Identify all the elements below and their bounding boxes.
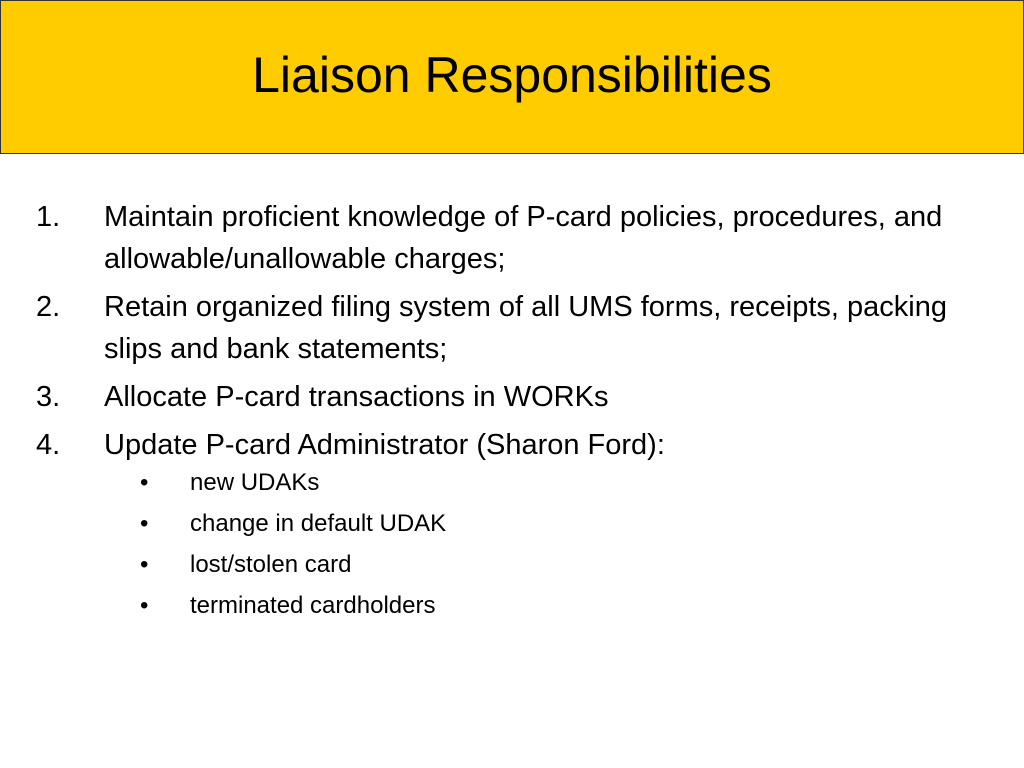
list-item xyxy=(0,196,1024,280)
sub-list-item xyxy=(0,509,1024,539)
list-item xyxy=(0,424,1024,466)
sub-list-item xyxy=(0,550,1024,580)
sub-item-text: lost/stolen card xyxy=(190,551,352,578)
sub-list-item xyxy=(0,591,1024,621)
item-text: Update P-card Administrator (Sharon Ford): xyxy=(104,429,665,461)
item-number: 3. xyxy=(36,381,61,413)
item-text: Maintain proficient knowledge of P-card policies, procedures, and allowable/unallowable charges; xyxy=(104,201,943,275)
sub-item-text: terminated cardholders xyxy=(190,592,436,619)
list-item xyxy=(0,376,1024,418)
sub-list xyxy=(0,468,1024,621)
item-number: 1. xyxy=(36,201,61,233)
item-text: Retain organized filing system of all UMS forms, receipts, packing slips and bank statements; xyxy=(104,291,947,365)
bullet-icon: • xyxy=(140,469,149,496)
content-list xyxy=(0,196,1024,632)
bullet-icon: • xyxy=(140,510,149,537)
bullet-icon: • xyxy=(140,551,149,578)
bullet-icon: • xyxy=(140,592,149,619)
item-number: 4. xyxy=(36,429,61,461)
sub-list-item xyxy=(0,468,1024,498)
slide-title: Liaison Responsibilities xyxy=(252,47,772,103)
item-number: 2. xyxy=(36,291,61,323)
title-banner xyxy=(0,0,1024,154)
sub-item-text: new UDAKs xyxy=(190,469,320,496)
sub-item-text: change in default UDAK xyxy=(190,510,447,537)
list-item xyxy=(0,286,1024,370)
item-text: Allocate P-card transactions in WORKs xyxy=(104,381,609,413)
